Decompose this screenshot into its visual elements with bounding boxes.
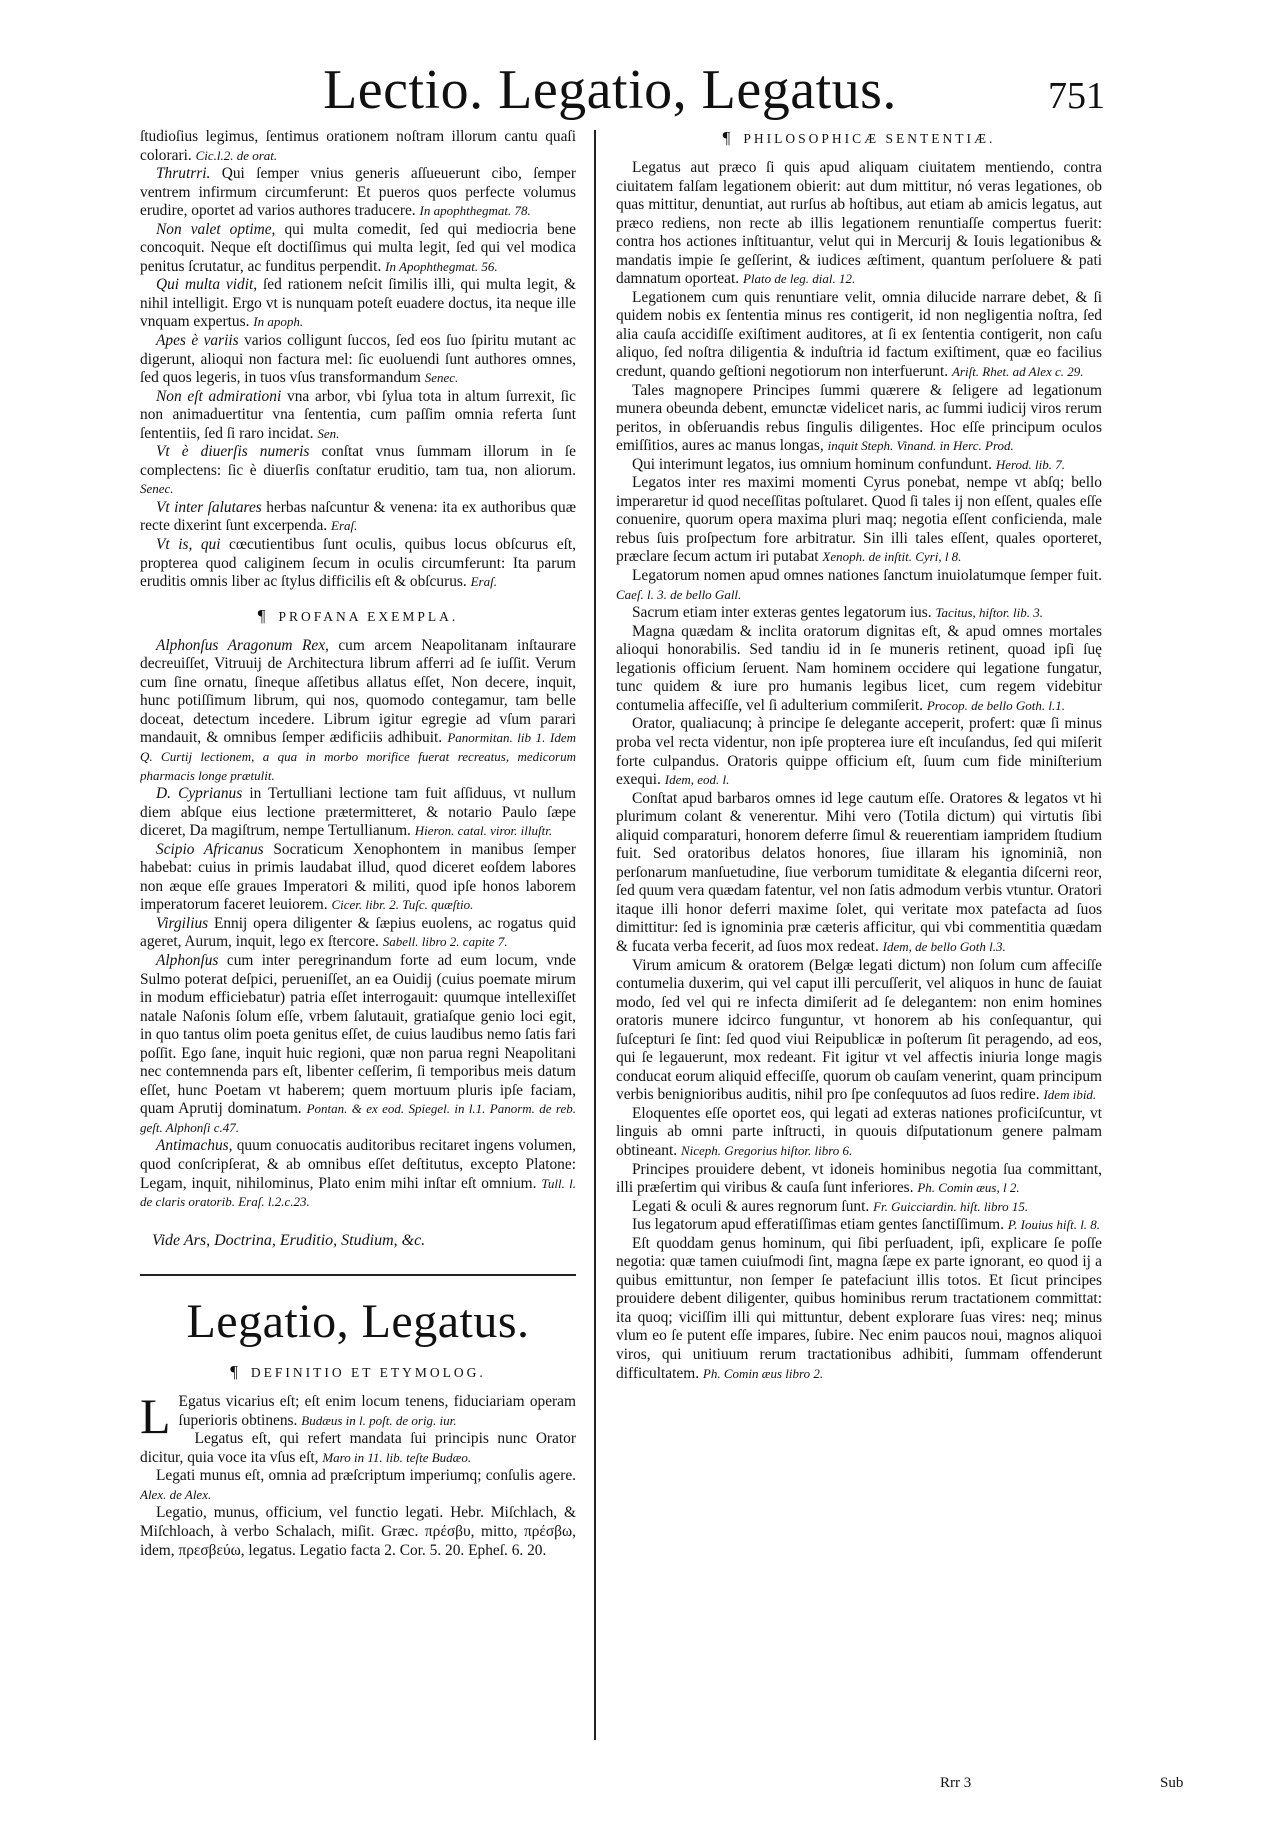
entry-paragraph bbox=[616, 790, 1102, 957]
entry-paragraph bbox=[616, 715, 1102, 789]
entry-text: Legatus eſt, qui refert mandata ſui principis nunc Orator dicitur, quia voce ita vſus eſt, bbox=[140, 1430, 576, 1466]
right-column bbox=[616, 128, 1102, 1718]
source-citation: Idem ibid. bbox=[1043, 1087, 1097, 1103]
see-also-note: Vide Ars, Doctrina, Eruditio, Studium, &c. bbox=[152, 1231, 426, 1249]
entry-text: Socraticum Xenophontem in manibus ſemper habebat: cuius in primis laudabat illud, quod diceret eoſdem labores non æque eſſe graues Imperatori & militi, quod ipſe honos laborem imperatorum faceret leuiorem. bbox=[140, 840, 576, 914]
entry-paragraph bbox=[616, 1105, 1102, 1161]
source-citation: Cicer. libr. 2. Tuſc. quæſtio. bbox=[331, 897, 474, 913]
entry-paragraph bbox=[140, 915, 576, 952]
source-citation: Xenoph. de inſtit. Cyri, l 8. bbox=[822, 549, 962, 565]
entry-keyword: Vt è diuerſis numeris bbox=[156, 443, 310, 461]
source-citation: Idem, eod. l. bbox=[664, 772, 730, 788]
entry-text: qui multa comedit, ſed qui mediocria bene concoquit. Neque eſt doctiſſimus qui multa legit, ſed qui vel modica penitus ſcrutatur, ac funditus perpendit. bbox=[140, 220, 576, 275]
source-citation: Sen. bbox=[317, 425, 340, 441]
source-citation: Budæus in l. poſt. de orig. iur. bbox=[301, 1412, 457, 1428]
entry-paragraph bbox=[616, 604, 1102, 623]
entry-keyword: Vt is, qui bbox=[156, 536, 221, 554]
entry-keyword: Scipio Africanus bbox=[156, 840, 264, 858]
source-citation: In Apophthegmat. 56. bbox=[385, 258, 498, 274]
column-rule bbox=[594, 130, 596, 1740]
source-citation: inquit Steph. Vinand. in Herc. Prod. bbox=[827, 438, 1014, 454]
entry-text: Eſt quoddam genus hominum, qui ſibi perſuadent, ipſi, explicare ſe poſſe negotia: quæ tamen cuiuſmodi ſint, magna ſæpe ex parte ignorant, eo quod ij a quibus emittuntur, non ſemper ſe patefaciunt illis totos. Et ſicut principes prouidere debent diligenter, quibus hominibus rerum tractationem committat: ita quoq; viciſſim illi qui mittuntur, debent explorare ſuas vires: neq; minus vlum eo ſe putent eſſe impares, ſubire. Nec enim paucos noui, magnos aliquoi viros, qui unitiuum rerum tractationibus adhibiti, ſummam offenderunt difficultatem. bbox=[616, 1234, 1102, 1382]
entry-paragraph bbox=[140, 1430, 576, 1467]
entry-paragraph bbox=[616, 159, 1102, 289]
drop-cap: L bbox=[140, 1388, 171, 1445]
source-citation: Cic.l.2. de orat. bbox=[195, 147, 278, 163]
source-citation: Tacitus, hiſtor. lib. 3. bbox=[935, 605, 1043, 621]
entry-text: cum arcem Neapolitanam inſtaurare decreuiſſet, Vitruuij de Architectura librum afferri ad ſe iuſſit. Verum cum ſine ornatu, ſineque aſſetibus allatus eſſet, Non decere, inquit, hunc potiſſimum librum, qui nos, quomodo contegamur, tam belle doceat, detectum incedere. Librum igitur egregie ad vſum parari mandauit, & omnibus ſemper ædificiis adhibuit. bbox=[140, 636, 576, 747]
source-citation: Eraſ. bbox=[470, 574, 497, 590]
source-citation: Senec. bbox=[140, 481, 174, 497]
left-column bbox=[140, 128, 576, 1713]
entry-text: Legationem cum quis renuntiare velit, omnia dilucide narrare debet, & ſi quidem nobis ex ſententia minus res contigerit, id non negligentia noſtra, ſed alia cauſa accidiſſe exiſtiment auditores, at ſi ex ſententia contigerit, non caſu aliquo, ſed noſtra diligentia & induſtria id factum exiſtiment, quæ eo facilius credunt, quando geſtioni negotiorum non interfuerunt. bbox=[616, 288, 1102, 381]
entry-keyword: Non eſt admirationi bbox=[156, 387, 282, 405]
source-citation: Plato de leg. dial. 12. bbox=[742, 271, 856, 287]
pilcrow-icon: ¶ bbox=[722, 128, 734, 147]
entry-paragraph bbox=[140, 1504, 576, 1560]
entry-paragraph bbox=[616, 289, 1102, 382]
pilcrow-icon: ¶ bbox=[230, 1362, 241, 1382]
source-citation: Herod. lib. 7. bbox=[995, 456, 1066, 472]
pilcrow-icon: ¶ bbox=[257, 605, 269, 625]
entry-paragraph bbox=[140, 443, 576, 499]
entry-paragraph bbox=[140, 499, 576, 536]
entry-keyword: Apes è variis bbox=[156, 332, 239, 350]
source-citation: Fr. Guicciardin. hiſt. libro 15. bbox=[873, 1198, 1029, 1214]
source-citation: Ph. Comin æus, l 2. bbox=[917, 1180, 1020, 1196]
entry-keyword: Alphonſus Aragonum Rex, bbox=[156, 636, 329, 654]
entry-text: varios colligunt ſuccos, ſed eos ſuo ſpiritu mutant ac digerunt, alioqui non factura mel: ſic euoluendi ſunt authores omnes, ſed quos legeris, in tuos vſus transformandum bbox=[140, 332, 576, 387]
philo-entries bbox=[616, 159, 1102, 1383]
entry-paragraph bbox=[140, 165, 576, 221]
entry-text: Legatos inter res maximi momenti Cyrus ponebat, nempe vt abſq; bello imperaretur id quod neceſſitas poſtularet. Quod ſi tales ij non eſſent, quales eſſe conuenire, quorum opera maxima pluri maq; negotia eſſent conficienda, male rebus ſuis proſpectum fore arbitratur. Sin illi tales eſſent, quales oporteret, præclare ſecum actum iri putabat bbox=[616, 474, 1102, 566]
source-citation: Panormitan. lib 1. Idem Q. Curtij lectionem, a qua in morbo morifice fuerat recreatus, medicorum pharmacis longe prætulit. bbox=[140, 730, 576, 783]
entry-text: Legati & oculi & aures regnorum ſunt. bbox=[632, 1197, 870, 1215]
entry-keyword: Alphonſus bbox=[156, 951, 219, 969]
entry-paragraph bbox=[616, 1198, 1102, 1217]
profana-entries bbox=[140, 637, 576, 1212]
catchword: Sub bbox=[1160, 1775, 1184, 1791]
philo-heading: ¶ PHILOSOPHICÆ SENTENTIÆ. bbox=[722, 128, 996, 147]
entry-keyword: Vt inter ſalutares bbox=[156, 498, 262, 516]
entry-keyword: Non valet optime, bbox=[156, 220, 276, 238]
source-citation: Pontan. & ex eod. Spiegel. in l.1. Panorm. de reb. geſt. Alphonſi c.47. bbox=[140, 1101, 576, 1135]
entry-paragraph bbox=[616, 1216, 1102, 1235]
source-citation: Senec. bbox=[424, 370, 459, 386]
page-number: 751 bbox=[1048, 75, 1105, 117]
definitio-entries bbox=[140, 1388, 576, 1560]
source-citation: Ph. Comin æus libro 2. bbox=[702, 1365, 824, 1381]
entry-text: Legati munus eſt, omnia ad præſcriptum imperiumq; conſulis agere. bbox=[156, 1467, 576, 1485]
entry-text: conſtat vnus ſummam illorum in ſe complectens: ſic è diuerſis conſtatur eruditio, tam tua, non aliorum. bbox=[140, 443, 576, 479]
entry-text: Tales magnopere Principes ſummi quærere & ſeligere ad legationum munera obeunda debent, emunctæ videlicet naris, ac ſummi iudicij viros rerum peritos, in obſeruandis rebus ſingulis diligentes. Hoc eſſe principum oculos emiſſitios, aures ac manus longas, bbox=[616, 381, 1102, 455]
running-title: Lectio. Legatio, Legatus. bbox=[323, 59, 897, 121]
entry-text: Legatio, munus, officium, vel functio legati. Hebr. Miſchlach, & Miſchloach, à verbo Schalach, miſit. Græc. πρέσβυ, mitto, πρέσβω, idem, πρεσβεύω, legatus. Legatio facta 2. Cor. 5. 20. Epheſ. 6. 20. bbox=[140, 1504, 576, 1559]
entry-text: Ennij opera diligenter & ſæpius euolens, ac rogatus quid ageret, Aurum, inquit, lego ex ſtercore. bbox=[140, 914, 576, 951]
entry-keyword: D. Cyprianus bbox=[156, 785, 243, 803]
entry-text: Principes prouidere debent, vt idoneis hominibus negotia ſua committant, illi præſertim qui viribus & cauſa ſunt inferiores. bbox=[616, 1160, 1102, 1197]
entry-keyword: Qui multa vidit, bbox=[156, 276, 258, 294]
entry-text: Ius legatorum apud efferatiſſimas etiam gentes ſanctiſſimum. bbox=[632, 1216, 1004, 1234]
source-citation: Niceph. Gregorius hiſtor. libro 6. bbox=[680, 1142, 853, 1158]
entry-text: vna arbor, vbi ſylua tota in altum ſurrexit, ſic non animaduertitur vna ſententia, cum paſſim omnia referta ſunt ſententiis, ſed ſi raro incidat. bbox=[140, 387, 576, 442]
source-citation: Maro in 11. lib. teſte Budæo. bbox=[322, 1449, 472, 1465]
entry-text: Egatus vicarius eſt; eſt enim locum tenens, fiduciariam operam ſuperioris obtinens. bbox=[178, 1393, 576, 1429]
source-citation: Hieron. catal. viror. illuſtr. bbox=[414, 823, 553, 839]
source-citation: Ariſt. Rhet. ad Alex c. 29. bbox=[951, 364, 1084, 380]
section-divider bbox=[140, 1274, 576, 1276]
entry-text: in Tertulliani lectione tam fuit aſſiduus, vt nullum diem abſque eius lectione prætermitteret, & notario Paulo ſæpe diceret, Da magiſtrum, nempe Tertullianum. bbox=[140, 785, 576, 840]
source-citation: Sabell. libro 2. capite 7. bbox=[382, 934, 508, 950]
profana-heading: ¶ PROFANA EXEMPLA. bbox=[257, 605, 459, 625]
entry-paragraph bbox=[140, 221, 576, 277]
entry-text: herbas naſcuntur & venena: ita ex authoribus quæ recte dixerint ſunt excerpenda. bbox=[140, 498, 576, 535]
entry-text: Qui interimunt legatos, ius omnium hominum confundunt. bbox=[632, 455, 992, 473]
definitio-heading: ¶ DEFINITIO ET ETYMOLOG. bbox=[230, 1362, 486, 1382]
entry-paragraph bbox=[140, 388, 576, 444]
entry-text: ſtudioſius legimus, ſentimus orationem noſtram illorum cantu quaſi colorari. bbox=[140, 128, 576, 164]
entry-paragraph bbox=[616, 456, 1102, 475]
entry-paragraph bbox=[616, 474, 1102, 567]
source-citation: Procop. de bello Goth. l.1. bbox=[926, 697, 1066, 713]
entry-text: quum conuocatis auditoribus recitaret ingens volumen, quod conſcripſerat, & ab omnibus eſſet deſtitutus, excepto Platone: Legam, inquit, nihilominus, Plato enim mihi inſtar eſt omnium. bbox=[140, 1137, 576, 1192]
entry-paragraph bbox=[616, 382, 1102, 456]
intro-entries bbox=[140, 128, 576, 592]
entry-text: Magna quædam & inclita oratorum dignitas eſt, & apud omnes mortales alioqui honorabilis. Sed tandiu id in ſe muneris retinent, quoad ipſi ſuę legationis officium ſeruent. Nam hominem occidere qui legatione fungatur, tunc quidem & iure pro humanis legibus licet, cum regem videbitur contumelia affeciſſe, vel ſi adulterium commiſerit. bbox=[616, 622, 1102, 714]
entry-text: Legatus aut præco ſi quis apud aliquam ciuitatem mentiendo, contra ciuitatem falſam legationem obierit: aut dum mittitur, nó veras legationes, ob quas mittitur, denuntiat, aut rurſus ab hoſtibus, aut etiam ab amicis legatus, aut præco rediens, non recte ab illis legationem renuntiaſſe compertus fuerit: contra hos actiones inſtituantur, velut qui in Mercurij & Iouis legationibus & mandatis impie ſe geſſerint, & iudices æſtiment, quantum perſoluere & pati damnatum oporteat. bbox=[616, 159, 1102, 288]
entry-paragraph bbox=[140, 841, 576, 915]
entry-text: Virum amicum & oratorem (Belgæ legati dictum) non ſolum cum affeciſſe contumelia duxerim, qui vel caput illi percuſſerit, vel aliquos in hunc de ſauiat modo, ſed vel qui re infecta dimiſerit ad ſe delegantem: non enim homines oratoris munere idcirco funguntur, vt honorem ab his conſequantur, qui ſuſcepturi ſe ſint: ſed quod viui Reipublicæ in poſterum ſit peragendo, ad eos, qui ſe legauerunt, mox redeant. Fit igitur vt vel affectis iniuria longe magis conducat eorum aliquid effeciſſe, quorum ob cauſam venerint, quam principum verbis benignioribus auditis, nihil pro ſpe conſequutos ad ſuos redire. bbox=[616, 956, 1102, 1104]
entry-paragraph bbox=[140, 1467, 576, 1504]
source-citation: In apophthegmat. 78. bbox=[419, 203, 531, 219]
entry-paragraph bbox=[616, 567, 1102, 604]
entry-paragraph bbox=[140, 1137, 576, 1211]
entry-paragraph bbox=[140, 276, 576, 332]
source-citation: Alex. de Alex. bbox=[140, 1486, 212, 1502]
source-citation: P. Iouius hiſt. l. 8. bbox=[1007, 1217, 1101, 1233]
entry-text: cum inter peregrinandum forte ad eum locum, vnde Sulmo poterat deſpici, perueniſſet, an ea Ouidij (cuius poemate mirum in modum efficiebatur) patria eſſet interrogauit: quumque intellexiſſet natale Naſonis ſolum eſſe, vrbem ſalutauit, gratiaſque genio loci egit, in quo tantus olim poeta genitus eſſet, de cuius laudibus nemo ſatis fari poſſit. Ego ſane, inquit huic regioni, quæ non parua regni Neapolitani nec contemnenda pars eſt, libenter ceſſerim, ſi temporibus meis datum eſſet, hunc Poetam vt haberem; quem mortuum pluris ipſe faciam, quam Aprutij dominatum. bbox=[140, 951, 576, 1118]
entry-paragraph bbox=[616, 957, 1102, 1105]
entry-paragraph bbox=[616, 1161, 1102, 1198]
entry-paragraph bbox=[140, 1388, 576, 1445]
source-citation: Caeſ. l. 3. de bello Gall. bbox=[616, 586, 742, 602]
entry-text: Eloquentes eſſe oportet eos, qui legati ad exteras nationes proficiſcuntur, vt linguis ab omni parte inſtructi, in quouis diſputationum genere palmam obtineant. bbox=[616, 1104, 1102, 1159]
entry-text: ſed rationem neſcit ſimilis illi, qui multa legit, & nihil intelligit. Ergo vt is nunquam poteſt euadere doctus, ita neque ille vnquam expertus. bbox=[140, 276, 576, 331]
source-citation: Eraſ. bbox=[331, 518, 358, 534]
entry-paragraph bbox=[140, 332, 576, 388]
entry-text: Conſtat apud barbaros omnes id lege cautum eſſe. Oratores & legatos vt hi plurimum colant & venerentur. Mihi vero (Totila dictum) qui virtutis ſibi aliquid comparaturi, honorem deferre ſimul & reuerentiam iampridem ſtudium fuit. Sed oratoribus delatos honores, ſiue illaram his ignominiã, non perſonarum manſuetudine, ſiue verborum tumiditate & elegantia diſcerni reor, ſed quum vera quædam fatentur, vel non ſatis admodum verbis vtuntur. Oratori itaque illi honor deferri maxime ſolet, qui veritate mox patefacta ad ſuos dimittitur: ſed is ignominia præ cæteris afficitur, qui vbi commentitia quædam & fucata verba fecerit, ad ſuos mox redeat. bbox=[616, 789, 1102, 955]
entry-keyword: Antimachus, bbox=[156, 1137, 233, 1155]
entry-paragraph bbox=[140, 128, 576, 165]
entry-paragraph bbox=[140, 785, 576, 841]
entry-text: Legatorum nomen apud omnes nationes ſanctum inuiolatumque ſemper fuit. bbox=[632, 567, 1102, 585]
entry-text: Orator, qualiacunq; à principe ſe delegante acceperit, profert: quæ ſi minus proba vel recta videntur, non ipſe propterea iure eſt incuſandus, ſed qui miſerit forte culpandus. Oratoris quippe officium eſt, ſuum cum fide miniſterium exequi. bbox=[616, 715, 1102, 789]
source-citation: Tull. l. de claris oratorib. Eraſ. l.2.c.23. bbox=[140, 1175, 576, 1210]
entry-paragraph bbox=[616, 623, 1102, 716]
source-citation: Idem, de bello Goth l.3. bbox=[882, 938, 1006, 954]
entry-keyword: Virgilius bbox=[156, 914, 209, 932]
entry-text: Qui ſemper vnius generis aſſueuerunt cibo, ſemper ventrem infirmum circumferunt: Et pueros quos perfecte volumus erudire, oportet ad varios authores traducere. bbox=[140, 165, 576, 220]
entry-keyword: Thrutrri. bbox=[156, 165, 211, 183]
entry-paragraph bbox=[140, 536, 576, 592]
section-title: Legatio, Legatus. bbox=[186, 1295, 530, 1349]
entry-paragraph bbox=[140, 952, 576, 1137]
entry-text: cœcutientibus ſunt oculis, quibus locus obſcurus eſt, propterea quod caliginem ſecum in oculis circumferunt: Ita parum eruditis omnis liber ac ſtylus difficilis eſt & obſcurus. bbox=[140, 536, 576, 591]
entry-text: Sacrum etiam inter exteras gentes legatorum ius. bbox=[632, 604, 932, 622]
entry-paragraph bbox=[616, 1235, 1102, 1383]
entry-paragraph bbox=[140, 637, 576, 785]
signature-mark: Rrr 3 bbox=[940, 1775, 972, 1791]
source-citation: In apoph. bbox=[253, 314, 304, 330]
